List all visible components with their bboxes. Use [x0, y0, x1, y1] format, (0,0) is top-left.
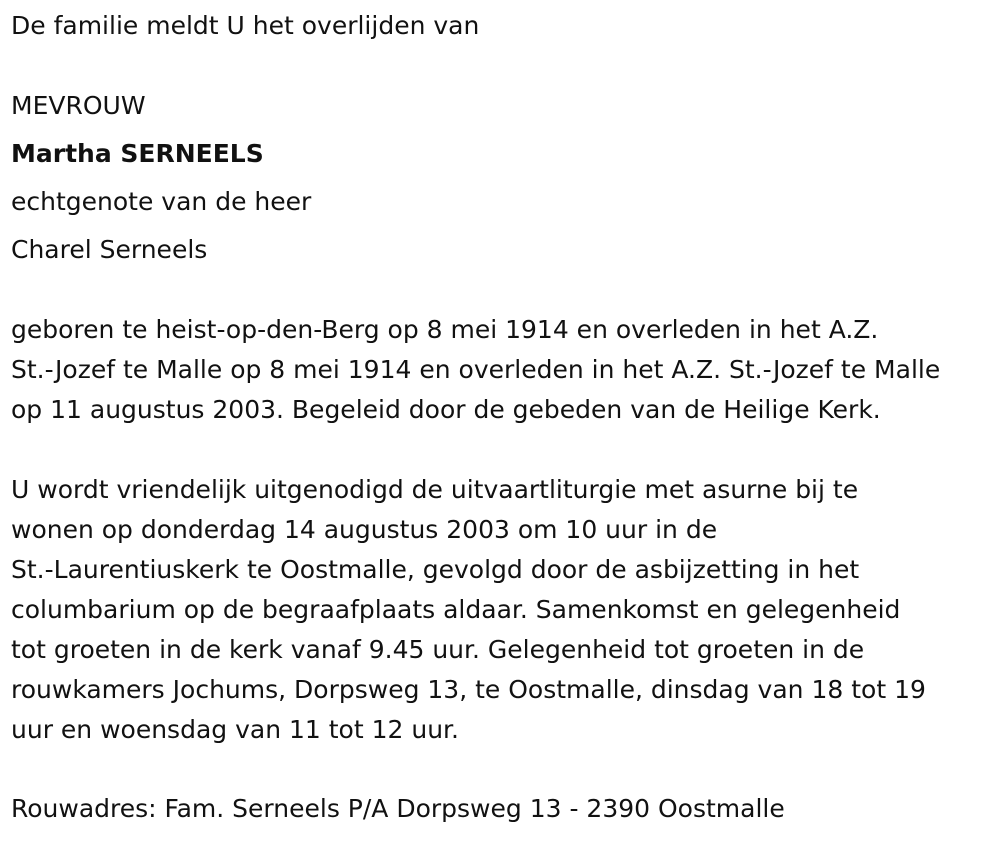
paragraph-line: geboren te heist-op-den-Berg op 8 mei 1914 en overleden in het A.Z.: [11, 315, 879, 344]
paragraph-line: wonen op donderdag 14 augustus 2003 om 10 uur in de: [11, 515, 718, 544]
honorific-title: MEVROUW: [11, 91, 146, 120]
paragraph-line: St.-Laurentiuskerk te Oostmalle, gevolgd door de asbijzetting in het: [11, 555, 860, 584]
mourning-address: Rouwadres: Fam. Serneels P/A Dorpsweg 13 - 2390 Oostmalle: [11, 794, 785, 823]
paragraph-line: columbarium op de begraafplaats aldaar. Samenkomst en gelegenheid: [11, 595, 901, 624]
funeral-paragraph: [11, 470, 926, 750]
paragraph-line: U wordt vriendelijk uitgenodigd de uitvaartliturgie met asurne bij te: [11, 475, 859, 504]
deceased-name: Martha SERNEELS: [11, 139, 264, 168]
paragraph-line: op 11 augustus 2003. Begeleid door de gebeden van de Heilige Kerk.: [11, 395, 881, 424]
birth-death-paragraph: [11, 310, 940, 430]
paragraph-line: tot groeten in de kerk vanaf 9.45 uur. Gelegenheid tot groeten in de: [11, 635, 865, 664]
paragraph-line: rouwkamers Jochums, Dorpsweg 13, te Oostmalle, dinsdag van 18 tot 19: [11, 675, 926, 704]
paragraph-line: St.-Jozef te Malle op 8 mei 1914 en overleden in het A.Z. St.-Jozef te Malle: [11, 355, 941, 384]
spouse-label: echtgenote van de heer: [11, 187, 312, 216]
intro-text: De familie meldt U het overlijden van: [11, 11, 480, 40]
spouse-name: Charel Serneels: [11, 235, 208, 264]
paragraph-line: uur en woensdag van 11 tot 12 uur.: [11, 715, 459, 744]
